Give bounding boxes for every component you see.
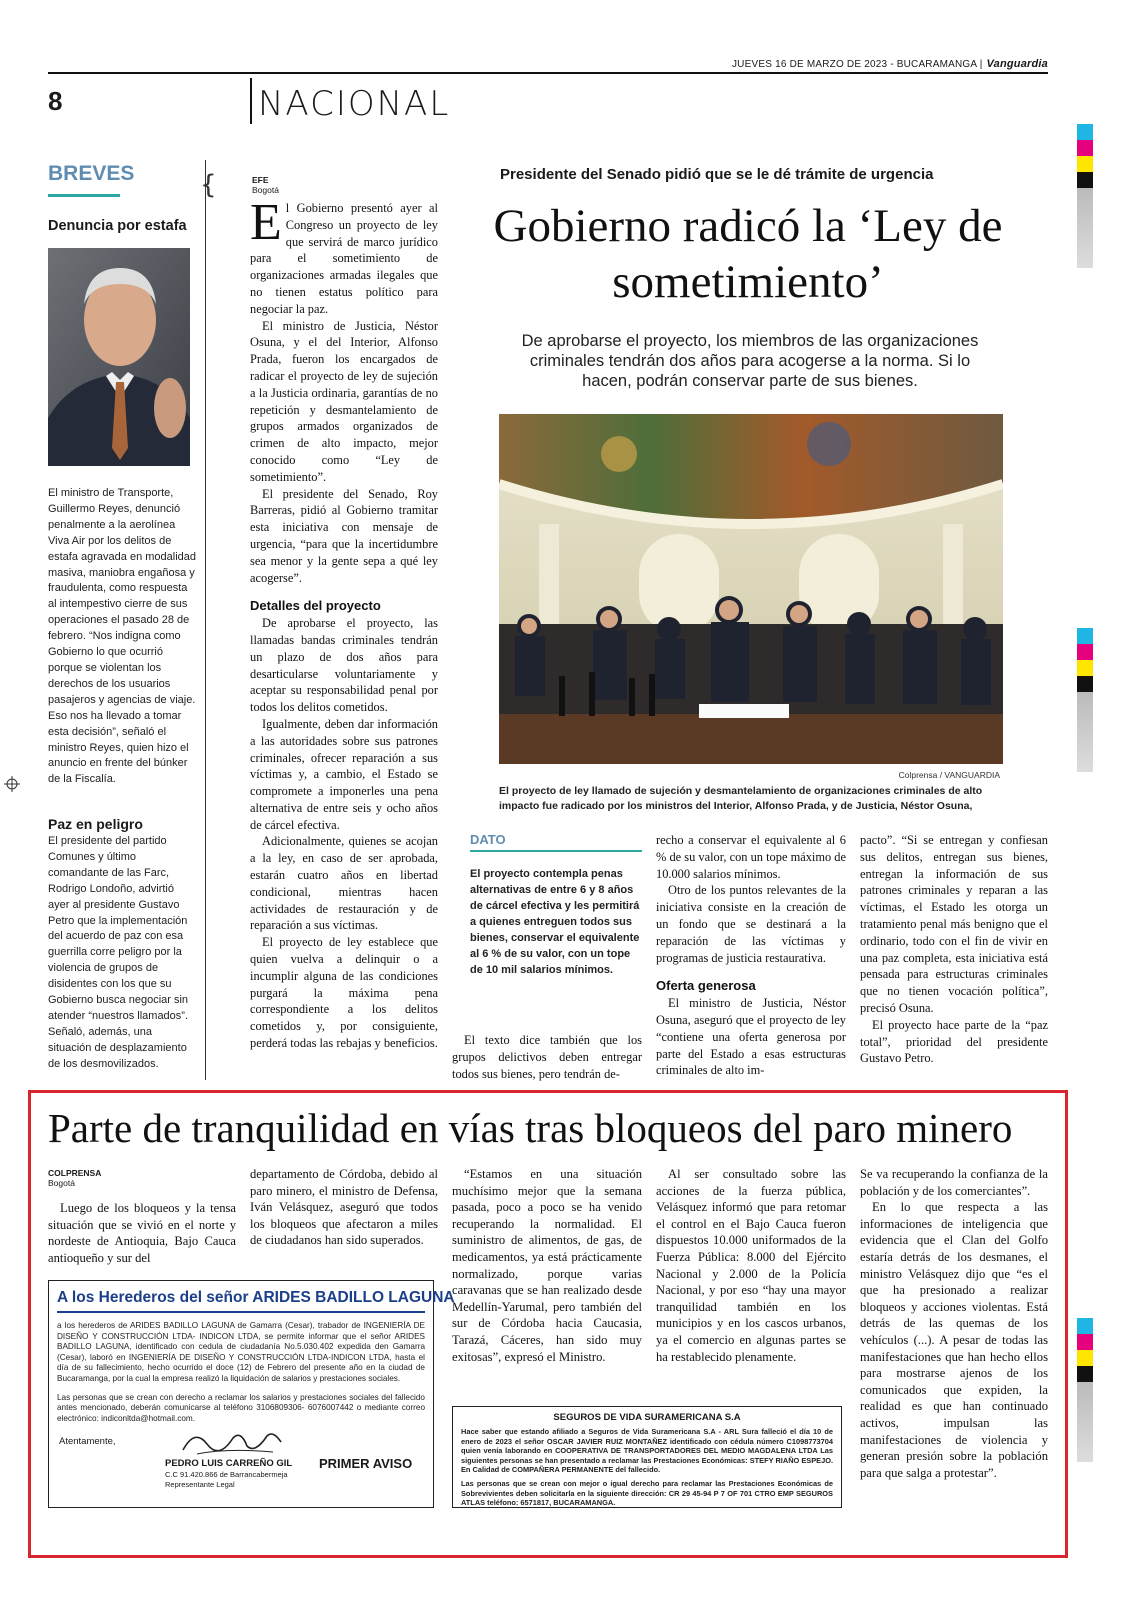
paragraph: pacto”. “Si se entregan y confiesan sus delitos, entregan sus bienes, entregan la información de sus patrones criminales y reparan a las víctimas, el Estado les otorga un tratamiento penal más benigno que el ordinario, todo con el fin de vivir en una paz completa, esta iniciativa está pensada para estructuras criminales que no tienen vocación política”, precisó Osuna. [860, 833, 1048, 1015]
paragraph: departamento de Córdoba, debido al paro minero, el ministro de Defensa, Iván Velásquez, aseguró que todos los bloqueos que afectaron a miles de ciudadanos han sido superados. [250, 1167, 438, 1248]
notice-tag: PRIMER AVISO [319, 1456, 413, 1472]
breves-underline [48, 194, 120, 197]
paragraph: El ministro de Justicia, Néstor Osuna, aseguró que el proyecto de ley “contiene una oferta generosa por parte del Estado a esas estructuras criminales de alto im- [656, 996, 846, 1078]
second-article-column-2 [250, 1166, 438, 1249]
brand-logo: Vanguardia [986, 58, 1048, 70]
signer-name: PEDRO LUIS CARREÑO GIL [165, 1458, 293, 1470]
registration-yellow [1077, 1350, 1093, 1366]
paragraph: El texto dice también que los grupos delictivos deben entregar todos sus bienes, pero tendrán de- [452, 1033, 642, 1081]
article-headline: Gobierno radicó la ‘Ley de sometimiento’ [493, 200, 1003, 308]
dropcap: E [250, 194, 282, 251]
second-article-column-4 [656, 1166, 846, 1365]
article-column-4 [860, 832, 1048, 1067]
notice-text: Hace saber que estando afiliado a Seguros de Vida Suramericana S.A - ARL Sura falleció el día 10 de enero de 2023 el señor OSCAR JAVIER RUIZ MONTAÑEZ identificado con cédula número C1098773704 quien venía laborando en COOPERATIVA DE TRANSPORTADORES DEL MEDIO MAGDALENA LTDA Las siguientes personas se han presentado a reclamar las Prestaciones Económicas: STEFY RIAÑO ESPEJO. En Calidad de COMPAÑERA PERMANENTE del fallecido. [461, 1427, 833, 1475]
paragraph: En lo que respecta a las informaciones de inteligencia que evidencia que el Clan del Golfo estaría detrás de los desmanes, el ministro Velásquez dijo que “es el que ha presionado a realizar bloqueos y acciones violentas. Está detrás de las quemas de los vehículos (...). A pesar de todas las manifestaciones que han hecho ellos para mostrarse ajenos de los comunicados que expiden, la realidad es que han continuado activos, impulsan las manifestaciones de violencia y generan presión sobre la población para que salga a protestar”. [860, 1200, 1048, 1480]
registration-black [1077, 1366, 1093, 1382]
paragraph: Igualmente, deben dar información a las autoridades sobre sus patrones criminales, ofrecer reparación a sus víctimas y, a cambio, el Estado se compromete a imponerles una pena alternativa de entre seis y ocho años de cárcel efectiva. [250, 716, 438, 832]
registration-yellow [1077, 660, 1093, 676]
paragraph: El proyecto de ley establece que quien vuelva a delinquir o a incumplir alguna de las condiciones purgará la máxima pena correspondiente a los delitos cometidos y, por consiguiente, perderá todas las rebajas y beneficios. [250, 935, 438, 1051]
notice-title: A los Herederos del señor ARIDES BADILLO LAGUNA [57, 1289, 425, 1313]
crosshair-registration-icon [4, 776, 20, 792]
article-deck: De aprobarse el proyecto, los miembros de las organizaciones criminales tendrán dos años para acogerse a la norma. Si lo hacen, podrán conservar parte de sus bienes. [521, 332, 979, 390]
registration-yellow [1077, 156, 1093, 172]
breves-heading: BREVES [48, 162, 135, 185]
brief-text: El presidente del partido Comunes y último comandante de las Farc, Rodrigo Londoño, advirtió ayer al presidente Gustavo Petro que la implementación del acuerdo de paz con esa guerrilla corre peligro por la violencia de grupos de disidentes con los que su Gobierno busca negociar sin atender “nuestros llamados”. Señaló, además, una situación de desplazamiento de los desmovilizados. [48, 835, 189, 1070]
dateline-text: JUEVES 16 DE MARZO DE 2023 - BUCARAMANGA | [731, 59, 983, 70]
dato-label: DATO [470, 832, 506, 847]
paragraph: El ministro de Justicia, Néstor Osuna, y el del Interior, Alfonso Prada, fueron los encargados de radicar el proyecto de ley de sujeción a la Justicia ordinaria, garantías de no repetición y desmantelamiento de grupos armados organizados de crimen de alto impacto, mejor conocido como “Ley de sometimiento”. [250, 318, 438, 484]
registration-gray [1077, 188, 1093, 268]
signer-id: C.C 91.420.866 de Barrancabermeja [165, 1470, 288, 1480]
paragraph: Otro de los puntos relevantes de la iniciativa consiste en la creación de un fondo que se destinará a la reparación de las víctimas y programas de justicia restaurativa. [656, 883, 846, 965]
agency-name: EFE [252, 175, 269, 185]
brief-title: Denuncia por estafa [48, 218, 187, 234]
article-column-3 [656, 832, 846, 1079]
article-column-2 [452, 1032, 642, 1082]
dateline [560, 58, 1048, 70]
registration-cyan [1077, 1318, 1093, 1334]
registration-black [1077, 172, 1093, 188]
notice-text: a los herederos de ARIDES BADILLO LAGUNA de Gamarra (Cesar), trabador de INGENIERÍA DE DISEÑO Y CONSTRUCCIÓN LTDA- INDICON LTDA, se permite informar que el señor ARIDES BADILLO LAGUNA, identificado con cedula de ciudadanía No.5.030.402 expedida den Gamarra (Cesar), laboró en INGENIERÍA DE DISEÑO Y CONSTRUCCIÓN LTDA-INDICON LTDA, hasta el día de su fallecimiento, hecho ocurrido el doce (12) de Febrero del presente año en la ciudad de Bucaramanga, por la cual la empresa realizó la liquidación de salarios y prestaciones sociales. [57, 1321, 425, 1383]
registration-black [1077, 676, 1093, 692]
article-column-1 [250, 194, 438, 1052]
legal-notice-heirs [48, 1280, 455, 1508]
registration-cyan [1077, 628, 1093, 644]
section-divider [250, 78, 252, 124]
second-article-column-3 [452, 1166, 642, 1365]
photo-caption: El proyecto de ley llamado de sujeción y desmantelamiento de organizaciones criminales de alto impacto fue radicado por los ministros del Interior, Alfonso Prada, y de Justicia, Néstor Osuna, [499, 785, 983, 812]
closing: Atentamente, [59, 1436, 116, 1448]
paragraph: Adicionalmente, quienes se acojan a la ley, en caso de ser aprobada, estarán cuatro años en libertad condicional, mientras hacen actividades de restauración y de reparación a sus víctimas. [250, 834, 438, 933]
paragraph: Al ser consultado sobre las acciones de la fuerza pública, Velásquez informó que para retomar el control en el Bajo Cauca fueron dispuestos 10.000 uniformados de la Fuerza Pública: 8.000 del Ejército Nacional y 2.000 de la Policía Nacional, y por eso “hay una mayor tranquilidad también en los municipios y en los cascos urbanos, ya el comercio en algunas partes se ha restablecido plenamente. [656, 1167, 846, 1364]
second-article-byline [48, 1168, 101, 1188]
minister-photo [48, 248, 190, 466]
registration-gray [1077, 1382, 1093, 1462]
paragraph: El presidente del Senado, Roy Barreras, pidió al Gobierno tramitar esta iniciativa con mensaje de urgencia, “para que la incertidumbre sea menor y la gente sepa a qué ley acogerse”. [250, 486, 438, 585]
notice-text: Las personas que se crean con derecho a reclamar los salarios y prestaciones sociales del fallecido antes mencionado, deberán comunicarse al teléfono 3106809306- 6076007442 o mediante correo electrónico: indiconltda@hotmail.com. [57, 1392, 425, 1423]
registration-cyan [1077, 124, 1093, 140]
paragraph: Se va recuperando la confianza de la población y de los comerciantes”. [860, 1167, 1048, 1198]
section-title: NACIONAL [258, 84, 451, 124]
notice-text: Las personas que se crean con mejor o igual derecho para reclamar las Prestaciones Económicas de Sobrevivientes deben solicitarla en la siguiente dirección: CR 29 45-94 P 7 OF 701 CTRO EMP SEGUROS ATLAS teléfono: 6571817, BUCARAMANGA. [461, 1478, 833, 1508]
notice-footer [57, 1424, 425, 1494]
byline-city: Bogotá [48, 1178, 75, 1188]
paragraph: Luego de los bloqueos y la tensa situación que se vivió en el norte y nordeste de Antioquia, Bajo Cauca antioqueño y sur del [48, 1201, 236, 1265]
photo-credit: Colprensa / VANGUARDIA [898, 770, 1000, 780]
signature-icon [177, 1424, 287, 1460]
dato-text: El proyecto contempla penas alternativas de entre 6 y 8 años de cárcel efectiva y les permitirá a quienes entreguen todos sus bienes, conservar el equivalente al 6 % de su valor, con un tope de 10 mil salarios mínimos. [470, 868, 640, 976]
brace-ornament: { [200, 170, 217, 200]
paragraph: De aprobarse el proyecto, las llamadas bandas criminales tendrán un plazo de dos años para desarticularse voluntariamente y aceptar su responsabilidad penal por todos los delitos cometidos. [250, 616, 438, 715]
congress-photo [499, 414, 1003, 764]
byline-city: Bogotá [252, 185, 279, 195]
notice-title: SEGUROS DE VIDA SURAMERICANA S.A [553, 1412, 741, 1423]
header-rule [48, 72, 1048, 74]
second-article-headline: Parte de tranquilidad en vías tras bloqueos del paro minero [48, 1105, 1013, 1151]
paragraph: l Gobierno presentó ayer al Congreso un proyecto de ley que servirá de marco jurídico para el sometimiento de organizaciones armadas ilegales que no tienen estatus político para negociar la paz. [250, 201, 438, 316]
agency-name: COLPRENSA [48, 1168, 102, 1178]
registration-magenta [1077, 140, 1093, 156]
article-byline [252, 175, 279, 195]
registration-magenta [1077, 644, 1093, 660]
signer-role: Representante Legal [165, 1480, 235, 1490]
second-article-column-5 [860, 1166, 1048, 1481]
subheading: Detalles del proyecto [250, 598, 381, 614]
page-number: 8 [48, 86, 63, 116]
paragraph: “Estamos en una situación muchísimo mejor que la semana pasada, poco a poco se ha venido recuperando la normalidad. El suministro de alimentos, de gas, de medicamentos, ya está prácticamente normalizado, porque varias caravanas que se han realizado desde Medellín-Yarumal, pero también del sur de Córdoba hacia Caucasia, Tarazá, Cáceres, han sido muy exitosas”, expresó el Ministro. [452, 1167, 642, 1364]
registration-magenta [1077, 1334, 1093, 1350]
second-article-column-1 [48, 1200, 236, 1266]
registration-gray [1077, 692, 1093, 772]
dato-rule [470, 850, 642, 852]
paragraph: El proyecto hace parte de la “paz total”, prioridad del presidente Gustavo Petro. [860, 1017, 1048, 1066]
subheading: Oferta generosa [656, 978, 756, 994]
article-kicker: Presidente del Senado pidió que se le dé trámite de urgencia [500, 166, 934, 183]
paragraph: recho a conservar el equivalente al 6 % de su valor, con un tope máximo de 10.000 salarios mínimos. [656, 833, 846, 881]
brief-text: El ministro de Transporte, Guillermo Reyes, denunció penalmente a la aerolínea Viva Air por los delitos de estafa agravada en modalidad masiva, maniobra engañosa y fraudulenta, como respuesta al intempestivo cierre de sus operaciones el pasado 28 de febrero. “Nos indigna como Gobierno lo que ocurrió porque se violentan los derechos de los usuarios pasajeros y agencias de viaje. Eso nos ha llevado a tomar esta decisión”, señaló el ministro Reyes, quien hizo el anuncio en frente del búnker de la Fiscalía. [48, 487, 196, 786]
legal-notice-insurance [452, 1406, 842, 1508]
brief-title: Paz en peligro [48, 816, 143, 832]
